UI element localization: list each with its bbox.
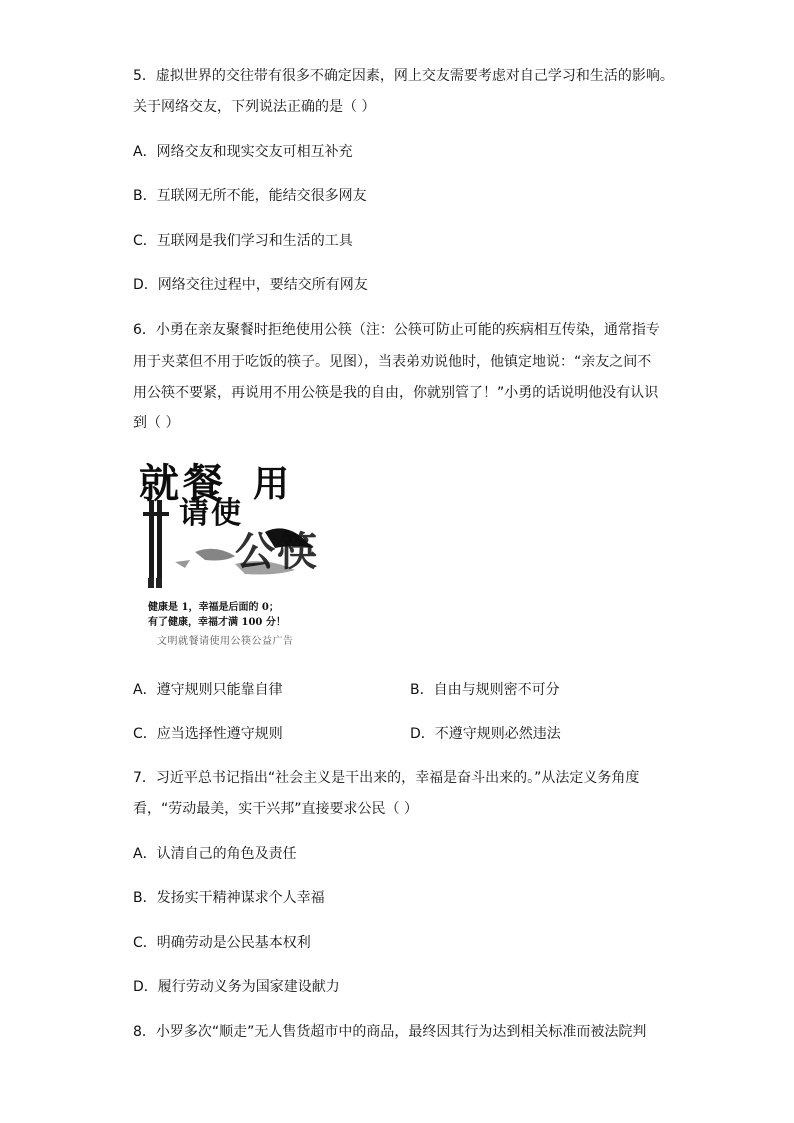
q6-option-b: B．自由与规则密不可分 <box>410 682 560 698</box>
q5-option-c: C．互联网是我们学习和生活的工具 <box>133 233 353 249</box>
q6-option-d: D．不遵守规则必然违法 <box>410 726 561 742</box>
q5-option-a: A．网络交友和现实交友可相互补充 <box>133 144 353 160</box>
q7-option-c: C．明确劳动是公民基本权利 <box>133 935 311 951</box>
poster-title-line4: 公筷 <box>235 528 319 575</box>
poster-slogan-line1: 健康是 1，幸福是后面的 0； <box>148 602 279 613</box>
q5-option-b: B．互联网无所不能，能结交很多网友 <box>133 188 367 204</box>
q6-option-c: C．应当选择性遵守规则 <box>133 726 283 742</box>
poster-caption: 文明就餐请使用公筷公益广告 <box>157 636 294 647</box>
q7-option-a: A．认清自己的角色及责任 <box>133 846 297 862</box>
q8-stem-line1: 8．小罗多次“顺走”无人售货超市中的商品，最终因其行为达到相关标准而被法院判 <box>133 1024 647 1040</box>
q5-stem-line2: 关于网络交友，下列说法正确的是（ ） <box>133 99 376 115</box>
poster-slogan-line2: 有了健康，幸福才满 100 分！ <box>148 617 286 628</box>
q7-stem-line2: 看，“劳动最美，实干兴邦”直接要求公民（ ） <box>133 801 418 817</box>
q7-option-b: B．发扬实干精神谋求个人幸福 <box>133 890 325 906</box>
q6-option-a: A．遵守规则只能靠自律 <box>133 682 283 698</box>
q7-option-d: D．履行劳动义务为国家建设献力 <box>133 979 340 995</box>
poster-title-line1: 就餐 <box>139 460 227 507</box>
q6-stem-line2: 用于夹菜但不用于吃饭的筷子。见图），当表弟劝说他时，他镇定地说：“亲友之间不 <box>133 354 652 370</box>
q6-stem-line4: 到（ ） <box>133 415 180 431</box>
q6-stem-line1: 6．小勇在亲友聚餐时拒绝使用公筷（注：公筷可防止可能的疾病相互传染，通常指专 <box>133 322 660 338</box>
poster-title-line3: 请使 <box>179 496 243 531</box>
q5-stem-line1: 5．虚拟世界的交往带有很多不确定因素，网上交友需要考虑对自己学习和生活的影响。 <box>133 68 674 84</box>
q7-stem-line1: 7．习近平总书记指出“社会主义是干出来的，幸福是奋斗出来的。”从法定义务角度 <box>133 770 640 786</box>
poster-title-line2: 用 <box>253 463 290 505</box>
q6-stem-line3: 用公筷不要紧，再说用不用公筷是我的自由，你就别管了！”小勇的话说明他没有认识 <box>133 385 659 401</box>
public-chopsticks-poster <box>135 452 340 652</box>
q5-option-d: D．网络交往过程中，要结交所有网友 <box>133 277 368 293</box>
